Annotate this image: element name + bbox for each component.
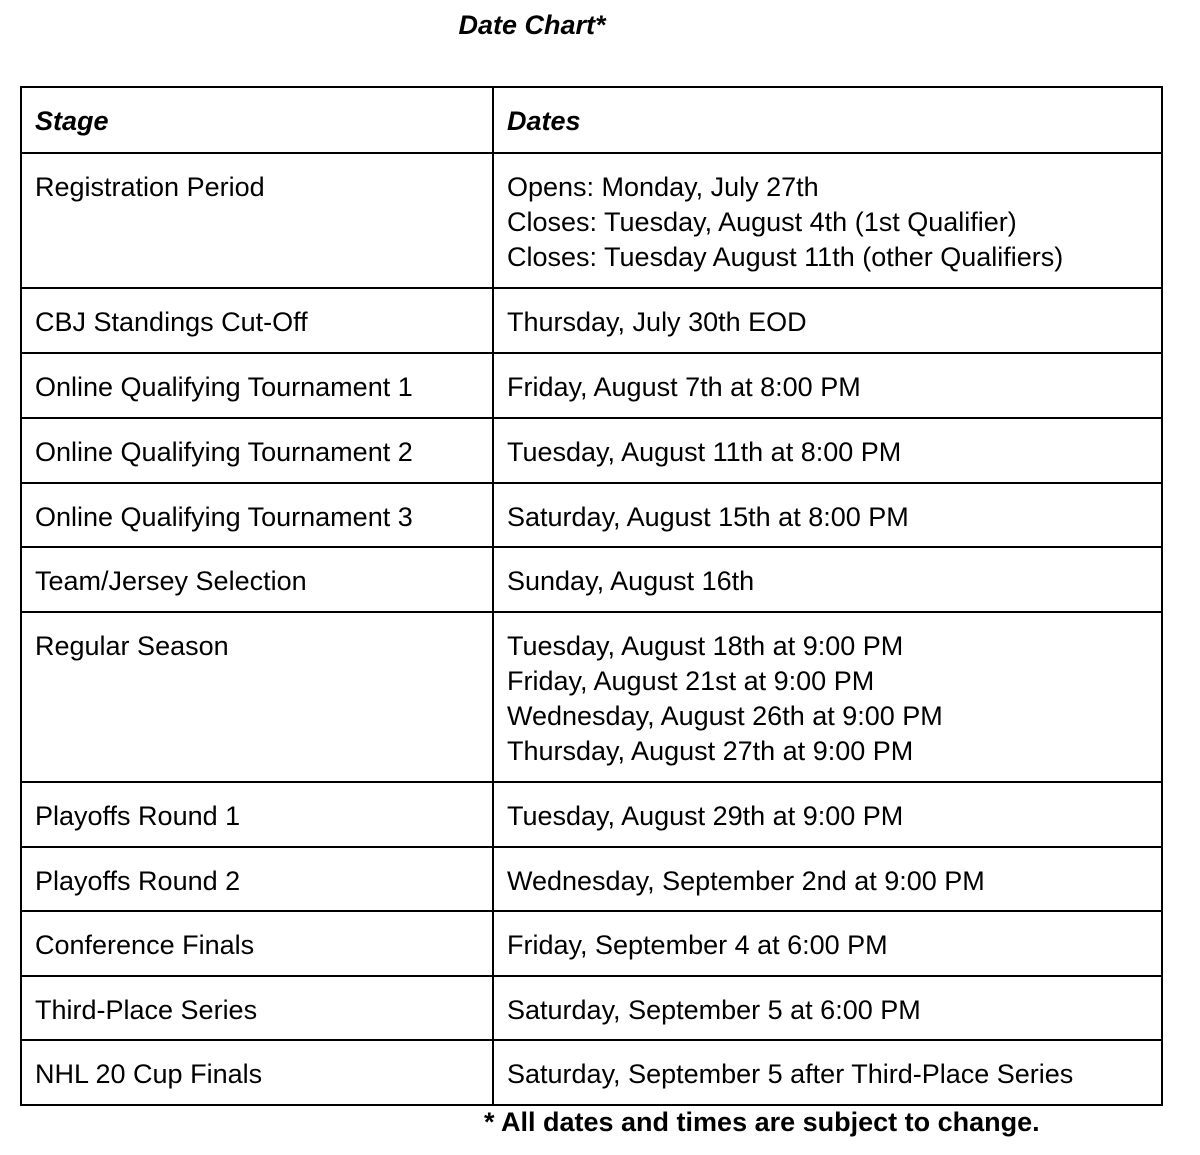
table-row: [21, 911, 1162, 976]
date-line: Tuesday, August 18th at 9:00 PM: [507, 631, 904, 661]
stage-cell: Team/Jersey Selection: [21, 547, 493, 612]
table-header-row: [21, 87, 1162, 153]
dates-cell: [493, 612, 1162, 782]
footnote: * All dates and times are subject to change.: [484, 1107, 1040, 1137]
table-row: [21, 782, 1162, 847]
table-row: [21, 547, 1162, 612]
date-chart-table: [20, 86, 1163, 1106]
stage-cell: Playoffs Round 2: [21, 847, 493, 911]
stage-cell: Playoffs Round 1: [21, 782, 493, 847]
date-line: Wednesday, August 26th at 9:00 PM: [507, 701, 943, 731]
date-line: Closes: Tuesday, August 4th (1st Qualifier): [507, 207, 1017, 237]
stage-cell: CBJ Standings Cut-Off: [21, 288, 493, 353]
dates-cell: [493, 1040, 1162, 1105]
date-line: Opens: Monday, July 27th: [507, 172, 819, 202]
table-row: [21, 418, 1162, 483]
date-line: Closes: Tuesday August 11th (other Qualifiers): [507, 242, 1064, 272]
dates-cell: [493, 153, 1162, 288]
table-row: [21, 483, 1162, 547]
dates-cell: [493, 847, 1162, 911]
stage-cell: Conference Finals: [21, 911, 493, 976]
table-row: [21, 976, 1162, 1040]
stage-cell: Online Qualifying Tournament 3: [21, 483, 493, 547]
stage-cell: NHL 20 Cup Finals: [21, 1040, 493, 1105]
stage-cell: Regular Season: [21, 612, 493, 782]
stage-cell: Online Qualifying Tournament 1: [21, 353, 493, 418]
table-row: [21, 612, 1162, 782]
date-line: Tuesday, August 29th at 9:00 PM: [507, 801, 904, 831]
date-line: Saturday, September 5 after Third-Place Series: [507, 1059, 1074, 1089]
dates-cell: [493, 911, 1162, 976]
table-row: [21, 353, 1162, 418]
date-line: Friday, September 4 at 6:00 PM: [507, 930, 888, 960]
dates-column-header: Dates: [493, 87, 1162, 153]
dates-cell: [493, 976, 1162, 1040]
dates-cell: [493, 547, 1162, 612]
page-title: Date Chart*: [458, 10, 606, 40]
dates-cell: [493, 288, 1162, 353]
date-line: Thursday, July 30th EOD: [507, 307, 807, 337]
table-row: [21, 153, 1162, 288]
date-line: Friday, August 7th at 8:00 PM: [507, 372, 861, 402]
date-line: Friday, August 21st at 9:00 PM: [507, 666, 875, 696]
date-line: Tuesday, August 11th at 8:00 PM: [507, 437, 902, 467]
dates-cell: [493, 353, 1162, 418]
dates-cell: [493, 782, 1162, 847]
date-line: Wednesday, September 2nd at 9:00 PM: [507, 866, 985, 896]
date-line: Sunday, August 16th: [507, 566, 755, 596]
stage-cell: Registration Period: [21, 153, 493, 288]
stage-cell: Online Qualifying Tournament 2: [21, 418, 493, 483]
table-body: [21, 87, 1162, 1105]
table-row: [21, 847, 1162, 911]
date-line: Saturday, September 5 at 6:00 PM: [507, 995, 921, 1025]
table-row: [21, 1040, 1162, 1105]
dates-cell: [493, 483, 1162, 547]
stage-column-header: Stage: [21, 87, 493, 153]
table-row: [21, 288, 1162, 353]
date-line: Saturday, August 15th at 8:00 PM: [507, 502, 909, 532]
date-line: Thursday, August 27th at 9:00 PM: [507, 736, 914, 766]
stage-cell: Third-Place Series: [21, 976, 493, 1040]
dates-cell: [493, 418, 1162, 483]
